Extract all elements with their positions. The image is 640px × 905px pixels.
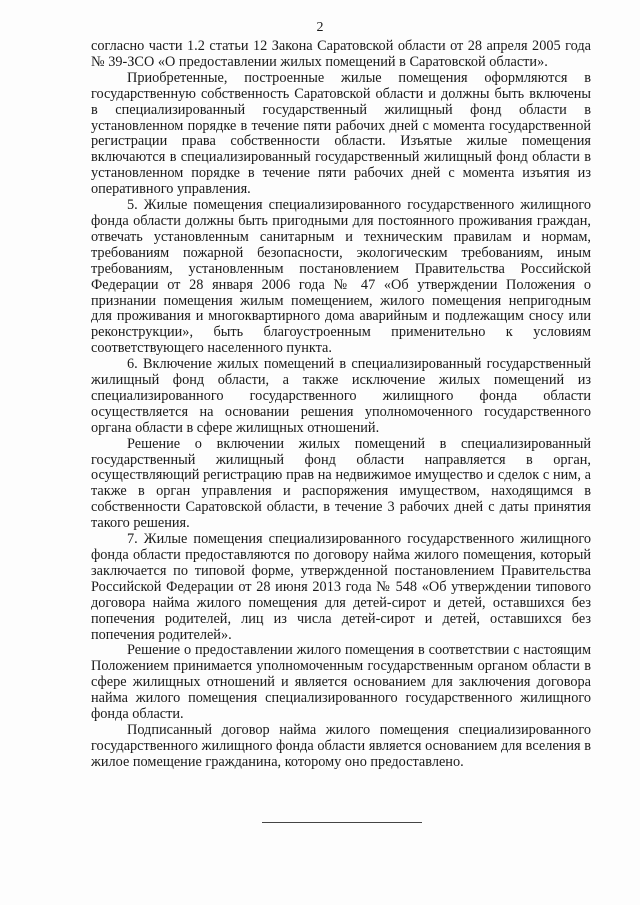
paragraph-acquired-premises: Приобретенные, построенные жилые помещения оформляются в государственную собственность Саратовской области и должны быть включены в специализированный государственный жилищный фонд области в установленном порядке в течение пяти рабочих дней с момента государственной регистрации права собственности области. Изъятые жилые помещения включаются в специализированный государственный жилищный фонд области в установленном порядке в течение пяти рабочих дней с момента изъятия из оперативного управления. — [91, 69, 591, 198]
closing-separator-line — [262, 822, 422, 823]
paragraph-continuation: согласно части 1.2 статьи 12 Закона Саратовской области от 28 апреля 2005 года № 39-ЗСО «О предоставлении жилых помещений в Саратовской области». — [91, 38, 591, 70]
paragraph-clause-6: 6. Включение жилых помещений в специализированный государственный жилищный фонд области, а также исключение жилых помещений из специализированного государственного жилищного фонда области осуществляется на основании решения уполномоченного государственного органа области в сфере жилищных отношений. — [91, 356, 591, 436]
document-body — [91, 39, 591, 771]
paragraph-clause-5: 5. Жилые помещения специализированного государственного жилищного фонда области должны быть пригодными для постоянного проживания граждан, отвечать установленным санитарным и техническим правилам и нормам, требованиям пожарной безопасности, экологическим требованиям, иным требованиям, установленным постановлением Правительства Российской Федерации от 28 января 2006 года № 47 «Об утверждении Положения о признании помещения жилым помещением, жилого помещения непригодным для проживания и многоквартирного дома аварийным и подлежащим сносу или реконструкции», быть благоустроенным применительно к условиям соответствующего населенного пункта. — [91, 197, 591, 357]
paragraph-clause-7: 7. Жилые помещения специализированного государственного жилищного фонда области предоставляются по договору найма жилого помещения, который заключается по типовой форме, утвержденной постановлением Правительства Российской Федерации от 28 июня 2013 года № 548 «Об утверждении типового договора найма жилого помещения для детей-сирот и детей, оставшихся без попечения родителей, лиц из числа детей-сирот и детей, оставшихся без попечения родителей». — [91, 531, 591, 643]
paragraph-inclusion-decision: Решение о включении жилых помещений в специализированный государственный жилищный фонд области направляется в орган, осуществляющий регистрацию прав на недвижимое имущество и сделок с ним, а также в орган управления и распоряжения имуществом, находящимся в собственности Саратовской области, в течение 3 рабочих дней с даты принятия такого решения. — [91, 435, 591, 532]
page-number: 2 — [316, 20, 324, 35]
paragraph-provision-decision: Решение о предоставлении жилого помещения в соответствии с настоящим Положением принимается уполномоченным государственным органом области в сфере жилищных отношений и является основанием для заключения договора найма жилого помещения специализированного государственного жилищного фонда области. — [91, 642, 591, 723]
paragraph-signed-contract: Подписанный договор найма жилого помещения специализированного государственного жилищного фонда области является основанием для вселения в жилое помещение гражданина, которому оно предоставлено. — [91, 721, 591, 770]
